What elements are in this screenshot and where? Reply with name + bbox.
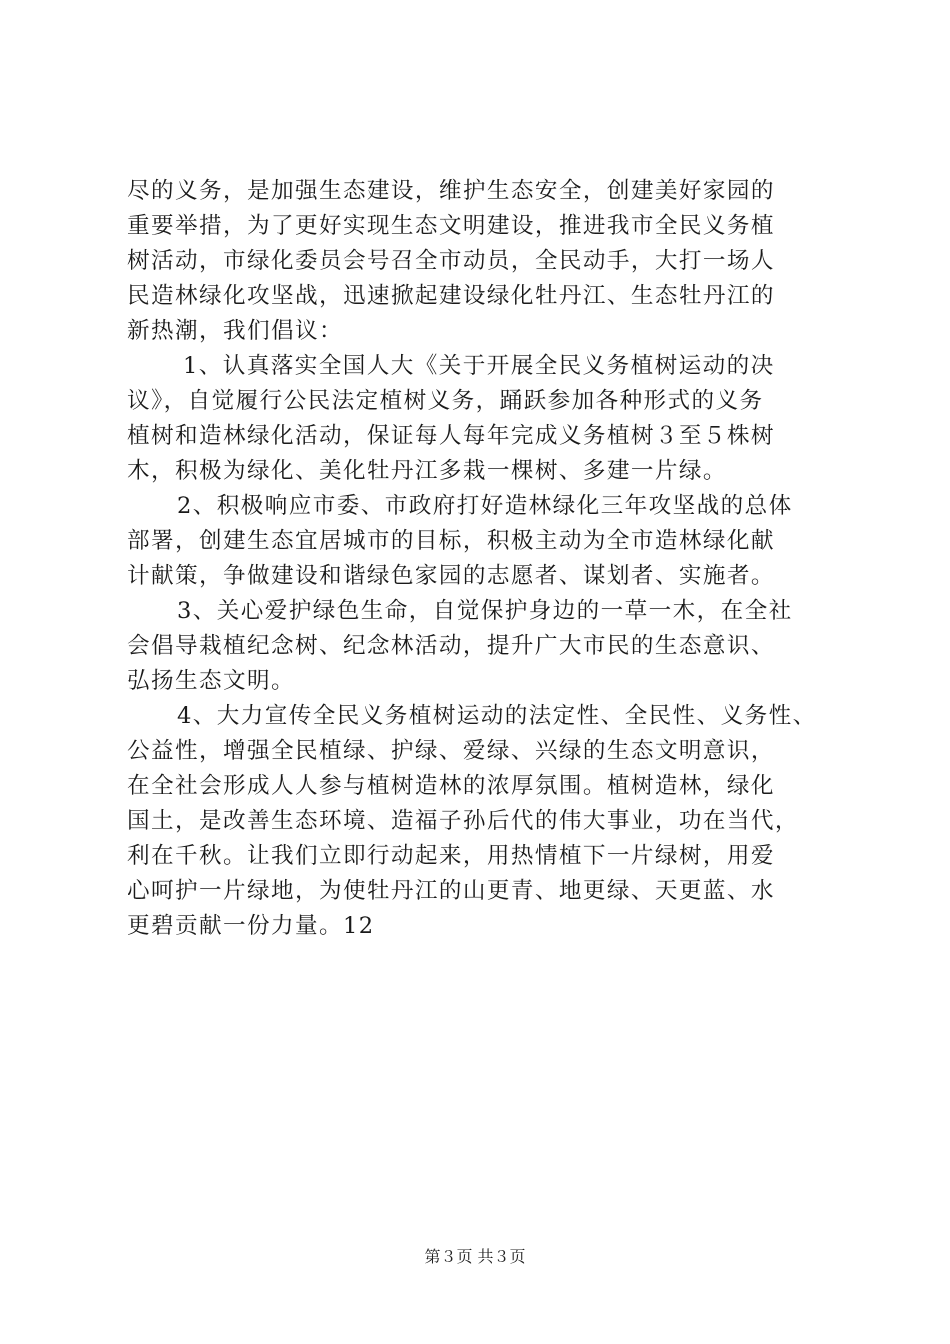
document-body — [127, 174, 827, 944]
text-line: 木，积极为绿化、美化牡丹江多栽一棵树、多建一片绿。 — [127, 458, 727, 484]
text-line: 利在千秋。让我们立即行动起来，用热情植下一片绿树，用爱 — [127, 843, 775, 869]
item-1-line: 1、认真落实全国人大《关于开展全民义务植树运动的决 — [183, 353, 775, 379]
text-line: 更碧贡献一份力量。12 — [127, 913, 375, 939]
item-4-line: 4、大力宣传全民义务植树运动的法定性、全民性、义务性、 — [177, 703, 817, 729]
item-3-line: 3、关心爱护绿色生命，自觉保护身边的一草一木，在全社 — [177, 598, 793, 624]
text-line: 弘扬生态文明。 — [127, 668, 295, 694]
page-number-footer: 第３页 共３页 — [424, 1247, 526, 1266]
text-line: 议》，自觉履行公民法定植树义务，踊跃参加各种形式的义务 — [127, 388, 764, 414]
text-line: 植树和造林绿化活动，保证每人每年完成义务植树３至５株树 — [127, 423, 775, 449]
text-line: 树活动，市绿化委员会号召全市动员，全民动手，大打一场人 — [127, 248, 775, 274]
text-line: 部署，创建生态宜居城市的目标，积极主动为全市造林绿化献 — [127, 528, 775, 554]
item-2-line: 2、积极响应市委、市政府打好造林绿化三年攻坚战的总体 — [177, 493, 793, 519]
text-line: 心呵护一片绿地，为使牡丹江的山更青、地更绿、天更蓝、水 — [127, 878, 775, 904]
text-line: 计献策，争做建设和谐绿色家园的志愿者、谋划者、实施者。 — [127, 563, 775, 589]
text-line: 重要举措，为了更好实现生态文明建设，推进我市全民义务植 — [127, 213, 775, 239]
text-line: 会倡导栽植纪念树、纪念林活动，提升广大市民的生态意识、 — [127, 633, 775, 659]
text-line: 国土，是改善生态环境、造福子孙后代的伟大事业，功在当代， — [127, 808, 799, 834]
text-line: 公益性，增强全民植绿、护绿、爱绿、兴绿的生态文明意识， — [127, 738, 775, 764]
text-line: 尽的义务，是加强生态建设，维护生态安全，创建美好家园的 — [127, 178, 775, 204]
text-line: 在全社会形成人人参与植树造林的浓厚氛围。植树造林，绿化 — [127, 773, 775, 799]
text-line: 新热潮，我们倡议： — [127, 318, 343, 344]
text-line: 民造林绿化攻坚战，迅速掀起建设绿化牡丹江、生态牡丹江的 — [127, 283, 775, 309]
